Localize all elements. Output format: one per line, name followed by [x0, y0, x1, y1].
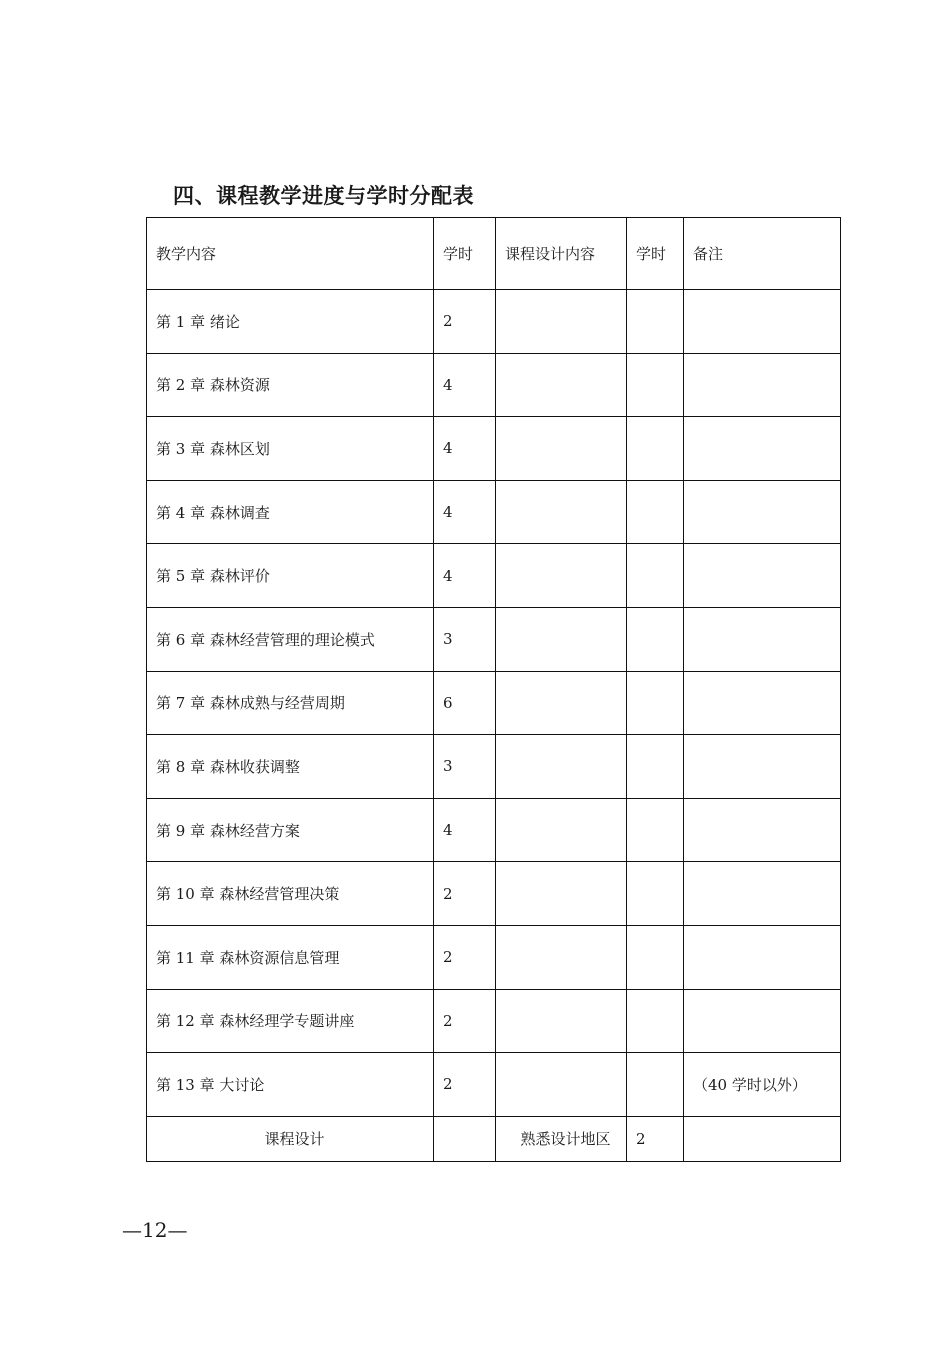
row-hours: 4 [434, 417, 496, 481]
row-hours: 2 [434, 989, 496, 1053]
header-hours: 学时 [434, 218, 496, 290]
row-design-content [496, 417, 627, 481]
row-hours: 2 [434, 925, 496, 989]
table-row [147, 798, 841, 862]
page-number: —12— [122, 1218, 188, 1242]
course-design-notes [684, 1116, 841, 1161]
row-notes [684, 735, 841, 799]
row-content: 第 8 章 森林收获调整 [147, 735, 434, 799]
row-content: 第 5 章 森林评价 [147, 544, 434, 608]
row-design-hours [627, 480, 684, 544]
table-row [147, 607, 841, 671]
row-notes: （40 学时以外） [684, 1053, 841, 1117]
row-design-content [496, 480, 627, 544]
row-design-hours [627, 735, 684, 799]
row-notes [684, 290, 841, 354]
table-row [147, 735, 841, 799]
row-design-hours [627, 290, 684, 354]
row-notes [684, 862, 841, 926]
row-design-content [496, 989, 627, 1053]
row-content: 第 7 章 森林成熟与经营周期 [147, 671, 434, 735]
table-row [147, 544, 841, 608]
table-row [147, 1053, 841, 1117]
table-row [147, 862, 841, 926]
row-notes [684, 798, 841, 862]
row-content: 第 11 章 森林资源信息管理 [147, 925, 434, 989]
header-design-content: 课程设计内容 [496, 218, 627, 290]
course-design-row [147, 1116, 841, 1161]
row-hours: 2 [434, 862, 496, 926]
row-design-content [496, 798, 627, 862]
course-design-hours [434, 1116, 496, 1161]
row-content: 第 2 章 森林资源 [147, 353, 434, 417]
table-header-row [147, 218, 841, 290]
row-design-content [496, 862, 627, 926]
section-title: 四、课程教学进度与学时分配表 [173, 184, 474, 208]
header-content: 教学内容 [147, 218, 434, 290]
course-design-design-hours: 2 [627, 1116, 684, 1161]
row-design-hours [627, 353, 684, 417]
row-hours: 4 [434, 798, 496, 862]
table-row [147, 290, 841, 354]
row-design-hours [627, 862, 684, 926]
row-design-hours [627, 925, 684, 989]
row-design-content [496, 544, 627, 608]
row-notes [684, 671, 841, 735]
row-content: 第 3 章 森林区划 [147, 417, 434, 481]
row-design-content [496, 1053, 627, 1117]
row-design-content [496, 607, 627, 671]
table-row [147, 925, 841, 989]
row-design-content [496, 925, 627, 989]
row-design-hours [627, 798, 684, 862]
row-hours: 3 [434, 607, 496, 671]
row-hours: 6 [434, 671, 496, 735]
table-row [147, 480, 841, 544]
row-design-hours [627, 544, 684, 608]
row-design-content [496, 735, 627, 799]
course-design-label: 课程设计 [147, 1116, 434, 1161]
row-content: 第 10 章 森林经营管理决策 [147, 862, 434, 926]
row-notes [684, 417, 841, 481]
row-content: 第 1 章 绪论 [147, 290, 434, 354]
course-design-content: 熟悉设计地区 [496, 1116, 627, 1161]
row-notes [684, 925, 841, 989]
row-notes [684, 353, 841, 417]
row-design-hours [627, 671, 684, 735]
row-hours: 2 [434, 1053, 496, 1117]
table-row [147, 989, 841, 1053]
row-design-hours [627, 417, 684, 481]
row-notes [684, 544, 841, 608]
row-content: 第 9 章 森林经营方案 [147, 798, 434, 862]
row-design-content [496, 353, 627, 417]
row-design-content [496, 671, 627, 735]
table-row [147, 353, 841, 417]
row-design-hours [627, 989, 684, 1053]
row-content: 第 6 章 森林经营管理的理论模式 [147, 607, 434, 671]
row-hours: 2 [434, 290, 496, 354]
row-hours: 3 [434, 735, 496, 799]
row-content: 第 12 章 森林经理学专题讲座 [147, 989, 434, 1053]
schedule-table [146, 217, 841, 1162]
row-notes [684, 480, 841, 544]
row-content: 第 13 章 大讨论 [147, 1053, 434, 1117]
table-row [147, 671, 841, 735]
row-design-hours [627, 607, 684, 671]
header-design-hours: 学时 [627, 218, 684, 290]
row-hours: 4 [434, 544, 496, 608]
table-row [147, 417, 841, 481]
row-notes [684, 989, 841, 1053]
row-notes [684, 607, 841, 671]
header-notes: 备注 [684, 218, 841, 290]
row-design-hours [627, 1053, 684, 1117]
row-design-content [496, 290, 627, 354]
row-content: 第 4 章 森林调查 [147, 480, 434, 544]
row-hours: 4 [434, 480, 496, 544]
row-hours: 4 [434, 353, 496, 417]
